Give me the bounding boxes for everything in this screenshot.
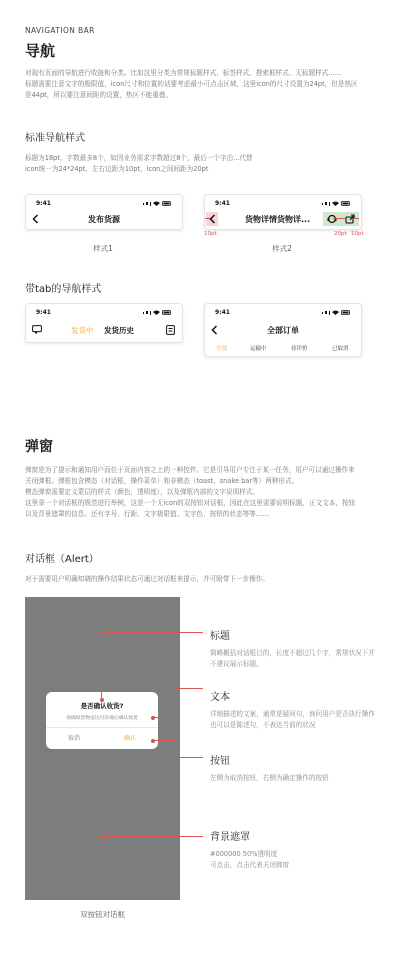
tab-nav-heading: 带tab的导航样式 [25,284,102,295]
standard-desc-line: 标题为18pt，字数最多8个，如因业务需求字数超过8个，最后一个字由...代替 [25,154,253,162]
nav-desc-line: 标题需要注意文字的极限值，icon尺寸和位置的话要考虑最小可点击区域，这里icon的尺寸设置为24pt，但是热区 [25,80,358,88]
status-icons [143,201,173,206]
anno-heading: 背景遮罩 [210,832,250,843]
popup-desc-line: 关闭弹框。弹框包含模态（对话框，操作菜单）和非模态（toast、snake bar等）两种形式。 [25,477,299,485]
anno-desc-line: 可点击，点击代表关闭弹窗 [210,861,290,869]
measure-line-left [205,218,210,219]
wifi-icon [332,310,339,315]
confirm-button[interactable]: 确认 [123,735,136,742]
measure-label-left: 10pt [204,231,217,237]
cancel-button[interactable]: 取消 [67,735,80,742]
popup-desc-line: 这里拿一个对话框的规范进行举例，这是一个无icon的双按钮对话框，因此在这里需要说明标题，正文文本，按钮 [25,499,356,507]
measure-label-right: 10pt [351,231,364,237]
standard-desc-line: icon统一为24*24pt，左右边距为10pt，icon之间间距为20pt [25,165,209,173]
anno-text [210,688,375,731]
dialog-text: 请确保货物送达目的地后确认收货 [66,716,138,721]
anno-line-text-v [175,688,176,718]
nav-style1-mockup [25,194,183,230]
anno-button [210,752,329,784]
anno-line-button-h [153,740,175,741]
battery-icon [341,310,351,315]
popup-description [25,465,410,520]
tab-nav-mockup-2 [204,303,362,357]
anno-desc-line: #000000 50%透明度 [210,850,278,858]
standard-nav-description [25,153,405,175]
popup-desc-line: 弹窗是为了提示和通知用户而位于页面内容之上的一种控件。它是引导用户专注于某一任务，用户可以通过操作来 [25,466,355,474]
nav-desc-line: 是44pt，所以要注意间距的设置，热区不能重叠。 [25,91,173,99]
message-icon[interactable] [32,325,42,334]
battery-icon [162,310,172,315]
measure-line-mid [333,218,345,219]
anno-desc-line: 左侧为取消按钮，右侧为确定操作的按钮 [210,774,329,782]
popup-desc-line: 模态弹窗需要定义蒙层的样式（颜色，透明度），以及弹框内部的文字说明样式。 [25,488,260,496]
measure-label-mid: 20pt [334,231,347,237]
wifi-icon [332,201,339,206]
section-eyebrow: NAVIGATION BAR [25,26,95,35]
anno-desc-line: 简略概括对话框目的，长度不超过几个字，常规状况下并 [210,649,375,657]
anno-desc [210,648,375,670]
alert-heading: 对话框（Alert） [25,554,99,565]
back-arrow-icon[interactable] [209,214,216,224]
anno-line-button-h2 [175,757,203,758]
anno-line-title-h [101,632,203,633]
status-time: 9:41 [215,309,230,316]
measure-line-right [354,218,359,219]
nav-description [25,68,405,101]
wifi-icon [153,201,160,206]
anno-heading: 文本 [210,692,230,703]
dialog-divider [46,727,158,728]
dialog-title: 是否确认收货? [80,702,124,710]
anno-line-button-v [175,740,176,757]
status-time: 9:41 [36,309,51,316]
anno-line-title-v [101,632,102,699]
anno-desc [210,709,375,731]
nav-title: 全部订单 [267,326,299,335]
battery-icon [341,201,351,206]
anno-line-mask-h [102,836,203,837]
sub-tab-cancelled[interactable]: 已取消 [332,346,349,352]
popup-desc-line: 以及背景遮罩的信息。还有字号、行距、文字极限值、文字色、按钮的状态等等…… [25,510,269,518]
anno-line-text-h2 [175,688,203,689]
anno-desc [210,849,289,871]
anno-heading: 标题 [210,631,230,642]
alert-description: 对于需要用户明确知晓的操作结果状态可通过对话框来提示，并可附带下一步操作。 [25,575,269,583]
sub-tab-to-review[interactable]: 待评价 [291,346,308,352]
sub-tab-all[interactable]: 全部 [216,346,228,352]
anno-desc-line: 详细描述的文案，通常是疑问句，询问用户是否执行操作 [210,710,375,718]
style1-caption: 样式1 [93,244,113,253]
tab-nav-mockup-1 [25,303,183,343]
wifi-icon [153,310,160,315]
anno-title [210,627,375,670]
section-title-nav: 导航 [25,42,56,60]
style2-caption: 样式2 [272,244,292,253]
tab-inactive[interactable]: 发货历史 [104,326,134,335]
status-time: 9:41 [36,200,51,207]
battery-icon [162,201,172,206]
nav-desc-line: 对现有页面的导航进行收拢和分类。比如这里分类为常规标题样式、标签样式、搜索框样式、无标题样式…… [25,69,342,77]
document-icon[interactable] [166,325,175,335]
nav-title: 发布货源 [88,215,120,224]
nav-style2-mockup [204,194,362,230]
anno-mask [210,828,289,871]
anno-desc-line: 不建议展示标题。 [210,660,263,668]
nav-title: 货物详情货物详... [245,215,311,224]
service-icon[interactable] [327,214,337,224]
anno-desc [210,773,329,784]
status-time: 9:41 [215,200,230,207]
alert-caption: 双按钮对话框 [80,910,125,919]
anno-line-text-h [153,717,175,718]
share-icon[interactable] [345,214,355,224]
sub-tab-in-transit[interactable]: 运输中 [250,346,267,352]
status-icons [322,201,352,206]
tab-active[interactable]: 发货中 [71,326,94,335]
section-title-popup: 弹窗 [25,439,53,455]
status-icons [143,310,173,315]
standard-nav-heading: 标准导航样式 [25,133,85,144]
anno-desc-line: 也可以是陈述句，不表达当前的状况 [210,721,316,729]
status-icons [322,310,352,315]
anno-heading: 按钮 [210,756,230,767]
